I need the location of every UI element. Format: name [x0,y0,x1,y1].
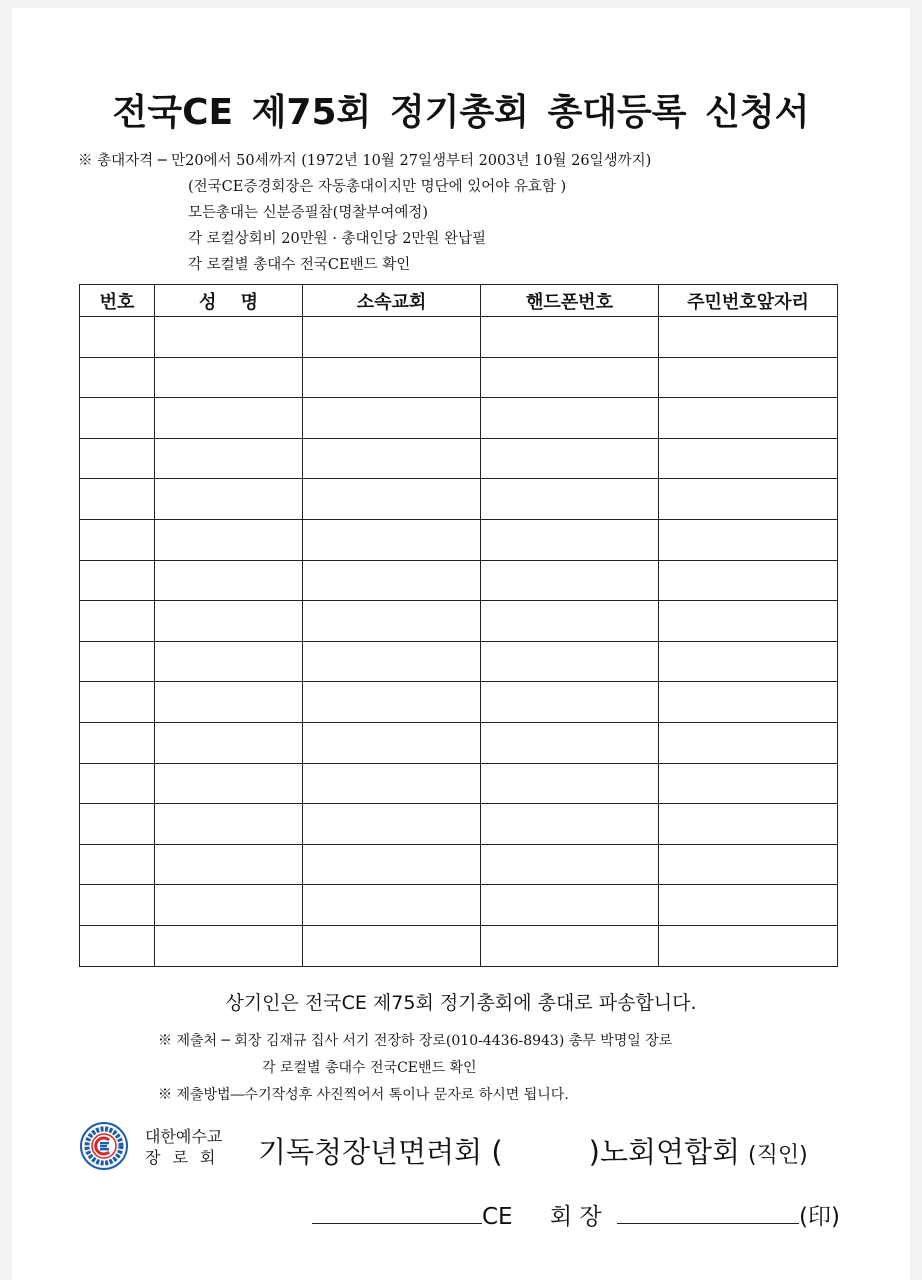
table-body [80,317,838,967]
delegate-table [79,284,838,967]
table-row [80,641,838,682]
cell-number[interactable] [80,925,155,966]
cell-church[interactable] [303,601,481,642]
note-fees: 각 로컬상회비 20만원 · 총대인당 2만원 완납필 [188,231,487,247]
cell-id-prefix[interactable] [659,560,838,601]
table-header-row [80,285,838,317]
cell-number[interactable] [80,438,155,479]
table-row [80,682,838,723]
table-row [80,925,838,966]
note-id-required: 모든총대는 신분증필참(명찰부여예정) [188,205,429,221]
table-row [80,885,838,926]
cell-number[interactable] [80,641,155,682]
header-id-prefix: 주민번호앞자리 [659,285,838,317]
table-row [80,317,838,358]
note-delegate-count: 각 로컬별 총대수 전국CE밴드 확인 [188,257,411,273]
cell-phone[interactable] [481,519,659,560]
eligibility-notes [78,148,651,278]
ce-name-blank[interactable] [312,1199,482,1224]
header-phone: 핸드폰번호 [481,285,659,317]
cell-id-prefix[interactable] [659,682,838,723]
header-church: 소속교회 [303,285,481,317]
table-row [80,357,838,398]
table-row [80,519,838,560]
org-name [258,1130,808,1171]
cell-church[interactable] [303,438,481,479]
cell-number[interactable] [80,479,155,520]
cell-name[interactable] [155,885,303,926]
cell-phone[interactable] [481,844,659,885]
cell-id-prefix[interactable] [659,722,838,763]
cell-name[interactable] [155,357,303,398]
note-past-presidents: (전국CE증경회장은 자동총대이지만 명단에 있어야 유효함 ) [188,179,567,195]
cell-phone[interactable] [481,438,659,479]
cell-name[interactable] [155,479,303,520]
cell-number[interactable] [80,519,155,560]
table-row [80,479,838,520]
cell-id-prefix[interactable] [659,519,838,560]
cell-church[interactable] [303,804,481,845]
cell-id-prefix[interactable] [659,601,838,642]
cell-phone[interactable] [481,317,659,358]
cell-phone[interactable] [481,763,659,804]
ce-label: CE [482,1204,513,1230]
cell-number[interactable] [80,357,155,398]
footer-submit-method: ※ 제출방법―수기작성후 사진찍어서 톡이나 문자로 하시면 됩니다. [158,1087,569,1103]
org-line2: 장로회 [145,1148,228,1167]
cell-phone[interactable] [481,479,659,520]
cell-number[interactable] [80,885,155,926]
cell-id-prefix[interactable] [659,479,838,520]
org-line1: 대한예수교 [145,1127,223,1146]
cell-name[interactable] [155,641,303,682]
org-denomination [145,1126,227,1168]
submission-notes [158,1028,672,1109]
cell-church[interactable] [303,682,481,723]
table-row [80,438,838,479]
cell-name[interactable] [155,317,303,358]
header-number: 번호 [80,285,155,317]
table-row [80,763,838,804]
seal-note: (직인) [748,1143,808,1168]
cell-church[interactable] [303,641,481,682]
seal-mark: (印) [798,1204,840,1230]
cell-number[interactable] [80,763,155,804]
footer-delegate-count: 각 로컬별 총대수 전국CE밴드 확인 [262,1060,477,1076]
cell-church[interactable] [303,722,481,763]
table-row [80,722,838,763]
cell-phone[interactable] [481,682,659,723]
table-row [80,844,838,885]
cell-church[interactable] [303,479,481,520]
cell-church[interactable] [303,519,481,560]
cell-phone[interactable] [481,601,659,642]
cell-phone[interactable] [481,641,659,682]
cell-number[interactable] [80,317,155,358]
cell-phone[interactable] [481,398,659,439]
cell-id-prefix[interactable] [659,925,838,966]
table-row [80,398,838,439]
table-row [80,560,838,601]
cell-number[interactable] [80,804,155,845]
signature-line [312,1198,840,1231]
cell-name[interactable] [155,925,303,966]
cell-id-prefix[interactable] [659,641,838,682]
table-row [80,601,838,642]
cell-id-prefix[interactable] [659,763,838,804]
cell-name[interactable] [155,682,303,723]
cell-church[interactable] [303,560,481,601]
note-eligibility: ※ 총대자격 ─ 만20에서 50세까지 (1972년 10월 27일생부터 2003년 10월 26일생까지) [78,153,652,169]
cell-phone[interactable] [481,560,659,601]
cell-id-prefix[interactable] [659,438,838,479]
cell-number[interactable] [80,601,155,642]
cell-phone[interactable] [481,357,659,398]
cell-id-prefix[interactable] [659,885,838,926]
cell-id-prefix[interactable] [659,357,838,398]
cell-phone[interactable] [481,885,659,926]
cell-name[interactable] [155,438,303,479]
cell-name[interactable] [155,601,303,642]
cell-name[interactable] [155,560,303,601]
cell-number[interactable] [80,398,155,439]
org-name-suffix: )노회연합회 [588,1135,741,1169]
cell-id-prefix[interactable] [659,804,838,845]
cell-id-prefix[interactable] [659,317,838,358]
cell-number[interactable] [80,722,155,763]
cell-name[interactable] [155,763,303,804]
cell-id-prefix[interactable] [659,398,838,439]
footer-submit-to: ※ 제출처 ─ 회장 김재규 집사 서기 전장하 장로(010-4436-8943) 총무 박명일 장로 [158,1033,673,1049]
cell-church[interactable] [303,925,481,966]
cell-name[interactable] [155,844,303,885]
submit-statement: 상기인은 전국CE 제75회 정기총회에 총대로 파송합니다. [225,992,697,1014]
cell-name[interactable] [155,722,303,763]
cell-church[interactable] [303,398,481,439]
table-row [80,804,838,845]
org-name-prefix: 기독청장년면려회 ( [258,1135,503,1169]
document-title: 전국CE 제75회 정기총회 총대등록 신청서 [112,92,810,133]
cell-number[interactable] [80,682,155,723]
cell-church[interactable] [303,317,481,358]
cell-phone[interactable] [481,804,659,845]
cell-church[interactable] [303,763,481,804]
cell-church[interactable] [303,885,481,926]
cell-name[interactable] [155,519,303,560]
president-label: 회 장 [549,1204,602,1230]
cell-phone[interactable] [481,722,659,763]
cell-name[interactable] [155,804,303,845]
president-name-blank[interactable] [617,1199,799,1224]
cell-church[interactable] [303,357,481,398]
header-name: 성 명 [155,285,303,317]
cell-church[interactable] [303,844,481,885]
presbyterian-logo-icon [80,1122,128,1170]
cell-number[interactable] [80,844,155,885]
cell-name[interactable] [155,398,303,439]
cell-phone[interactable] [481,925,659,966]
cell-number[interactable] [80,560,155,601]
cell-id-prefix[interactable] [659,844,838,885]
